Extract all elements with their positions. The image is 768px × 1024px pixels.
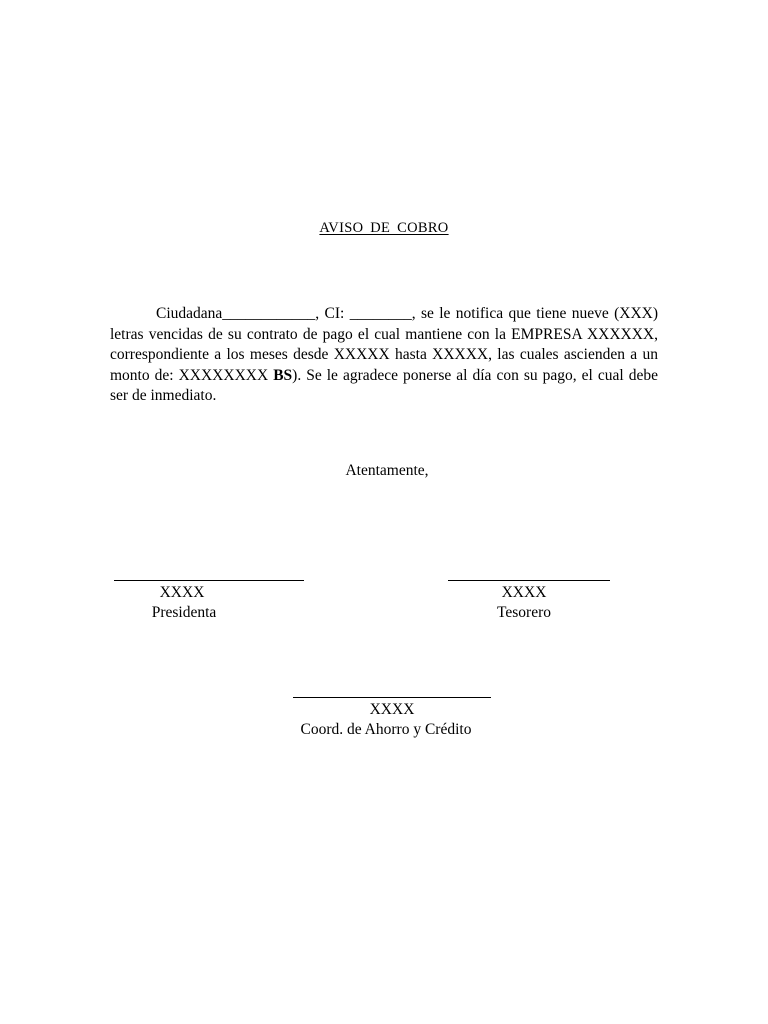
document-title — [0, 220, 768, 237]
notice-text-part2: ). Se le agradece ponerse al día con su pago, el cual debe ser de inmediato. — [110, 366, 658, 404]
signatory-name: XXXX — [369, 701, 415, 718]
signatory-role: Coord. de Ahorro y Crédito — [300, 721, 472, 738]
document-title-text: AVISO DE COBRO — [319, 220, 449, 236]
signatory-name: XXXX — [501, 584, 547, 601]
signature-block-president — [114, 580, 304, 623]
signatory-role: Tesorero — [496, 604, 551, 621]
signature-line — [293, 697, 491, 698]
signature-block-coordinator — [292, 697, 492, 740]
notice-text-part1: Ciudadana____________, CI: ________, se le notifica que tiene nueve (XXX) letras vencidas de su contrato de pago el cual mantiene con la EMPRESA XXXXXX, correspondiente a los meses desde XXXXX hasta XXXXX, las cuales ascienden a un monto de: XXXXXXXX — [110, 305, 658, 384]
signatory-role: Presidenta — [151, 604, 217, 621]
signature-line — [448, 580, 610, 581]
signature-block-treasurer — [448, 580, 610, 623]
notice-paragraph — [110, 304, 658, 407]
notice-currency: BS — [273, 366, 293, 384]
signature-line — [114, 580, 304, 581]
signatory-name: XXXX — [159, 584, 205, 601]
closing-salutation: Atentamente, — [345, 462, 429, 479]
